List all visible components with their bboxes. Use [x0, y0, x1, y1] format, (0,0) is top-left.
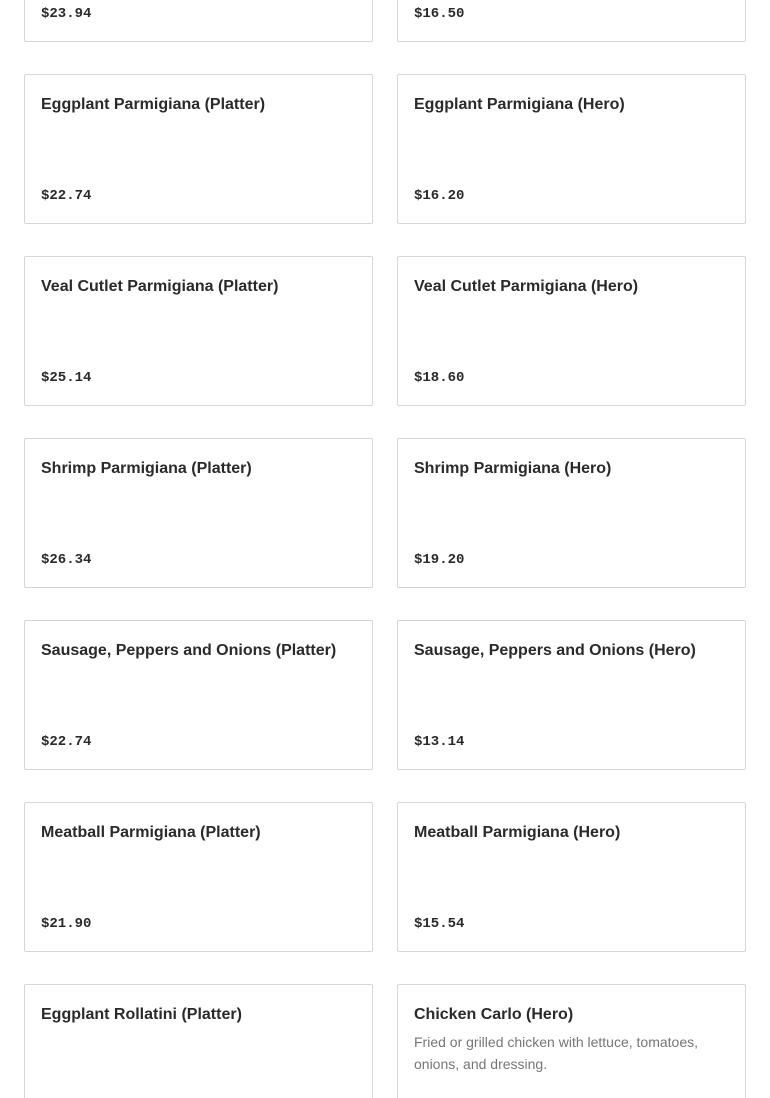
menu-item-price: $16.20	[414, 188, 465, 204]
menu-item-card[interactable]	[397, 438, 746, 588]
menu-item-price: $13.14	[414, 734, 465, 750]
menu-item-price: $15.54	[414, 916, 465, 932]
menu-item-description: Fried or grilled chicken with lettuce, tomatoes, onions, and dressing.	[414, 1034, 699, 1072]
menu-item-name: Eggplant Parmigiana (Platter)	[41, 96, 266, 113]
menu-item-card[interactable]	[24, 438, 373, 588]
menu-item-card[interactable]	[24, 256, 373, 406]
menu-item-name: Veal Cutlet Parmigiana (Hero)	[414, 278, 639, 295]
menu-item-card[interactable]	[397, 256, 746, 406]
menu-item-name: Eggplant Rollatini (Platter)	[41, 1006, 242, 1023]
menu-item-price: $21.90	[41, 916, 92, 932]
menu-item-price: $25.14	[41, 370, 92, 386]
menu-item-name: Chicken Carlo (Hero)	[414, 1006, 574, 1023]
menu-item-card[interactable]	[397, 0, 746, 42]
menu-item-price: $16.50	[414, 6, 465, 22]
menu-item-card[interactable]	[397, 620, 746, 770]
menu-item-card[interactable]	[24, 74, 373, 224]
menu-item-name: Sausage, Peppers and Onions (Platter)	[41, 642, 337, 659]
menu-item-price: $19.20	[414, 552, 465, 568]
menu-item-card[interactable]	[397, 802, 746, 952]
menu-item-name: Meatball Parmigiana (Platter)	[41, 824, 261, 841]
menu-item-card[interactable]	[24, 620, 373, 770]
menu-item-name: Sausage, Peppers and Onions (Hero)	[414, 642, 696, 659]
menu-item-name: Shrimp Parmigiana (Platter)	[41, 460, 252, 477]
menu-item-card[interactable]	[24, 984, 373, 1098]
menu-item-name: Veal Cutlet Parmigiana (Platter)	[41, 278, 279, 295]
menu-item-price: $22.74	[41, 188, 92, 204]
menu-item-price: $22.74	[41, 734, 92, 750]
menu-item-name: Meatball Parmigiana (Hero)	[414, 824, 621, 841]
menu-item-price: $18.60	[414, 370, 465, 386]
menu-item-card[interactable]	[24, 0, 373, 42]
menu-item-price: $26.34	[41, 552, 92, 568]
menu-item-price: $23.94	[41, 6, 92, 22]
menu-item-name: Shrimp Parmigiana (Hero)	[414, 460, 612, 477]
menu-item-card[interactable]	[397, 74, 746, 224]
menu-item-name: Eggplant Parmigiana (Hero)	[414, 96, 625, 113]
menu-item-card[interactable]	[24, 802, 373, 952]
menu-item-card[interactable]	[397, 984, 746, 1098]
